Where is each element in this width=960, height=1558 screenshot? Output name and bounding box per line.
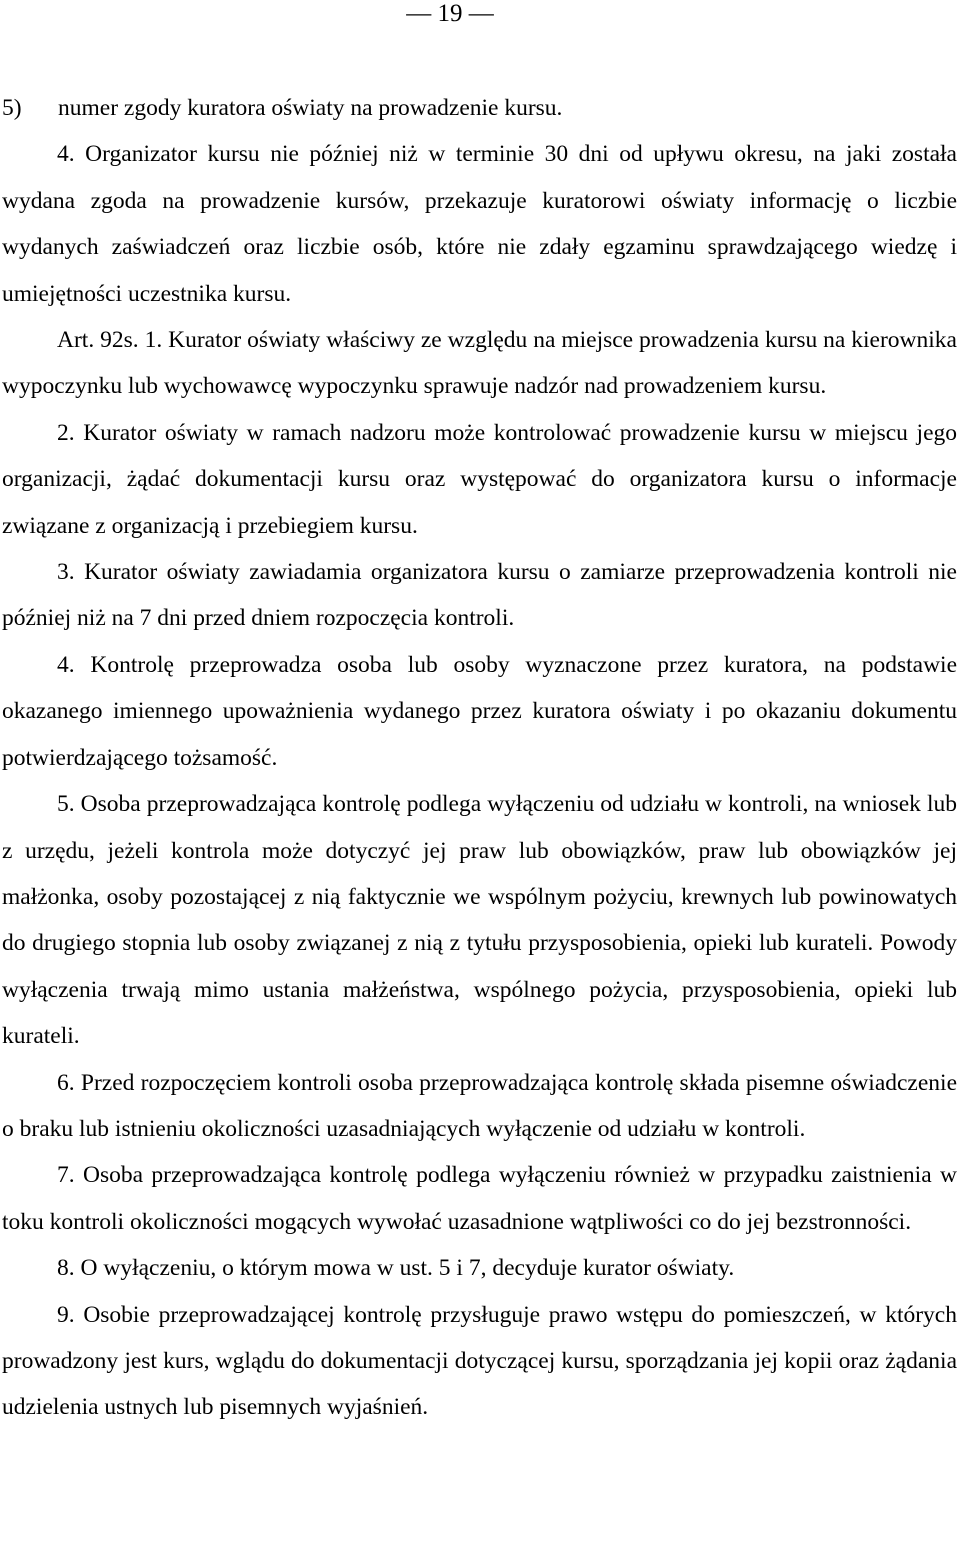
paragraph-4: 4. Kontrolę przeprowadza osoba lub osoby wyznaczone przez kuratora, na podstawie okazanego imiennego upoważnienia wydanego przez kuratora oświaty i po okazaniu dokumentu potwierdzającego tożsamość. (2, 651, 957, 771)
list-item (2, 85, 957, 131)
paragraph-9: 9. Osobie przeprowadzającej kontrolę przysługuje prawo wstępu do pomieszczeń, w których prowadzony jest kurs, wglądu do dokumentacji dotyczącej kursu, sporządzania jej kopii oraz żądania udzielenia ustnych lub pisemnych wyjaśnień. (2, 1301, 957, 1421)
page-number: — 19 — (406, 0, 494, 27)
document-body (2, 85, 957, 1431)
paragraph-organizer-report: 4. Organizator kursu nie później niż w terminie 30 dni od upływu okresu, na jaki została wydana zgoda na prowadzenie kursów, przekazuje kuratorowi oświaty informację o liczbie wydanych zaświadczeń oraz liczbie osób, które nie zdały egzaminu sprawdzającego wiedzę i umiejętności uczestnika kursu. (2, 141, 957, 307)
paragraph-3: 3. Kurator oświaty zawiadamia organizatora kursu o zamiarze przeprowadzenia kontroli nie później niż na 7 dni przed dniem rozpoczęcia kontroli. (2, 559, 957, 632)
paragraph-5: 5. Osoba przeprowadzająca kontrolę podlega wyłączeniu od udziału w kontroli, na wniosek lub z urzędu, jeżeli kontrola może dotyczyć jej praw lub obowiązków, praw lub obowiązków jej małżonka, osoby pozostającej z nią faktycznie we wspólnym pożyciu, krewnych lub powinowatych do drugiego stopnia lub osoby związanej z nią z tytułu przysposobienia, opieki lub kurateli. Powody wyłączenia trwają mimo ustania małżeństwa, wspólnego pożycia, przysposobienia, opieki lub kurateli. (2, 791, 957, 1050)
paragraph-7: 7. Osoba przeprowadzająca kontrolę podlega wyłączeniu również w przypadku zaistnienia w toku kontroli okoliczności mogących wywołać uzasadnione wątpliwości co do jej bezstronności. (2, 1162, 957, 1235)
paragraph-2: 2. Kurator oświaty w ramach nadzoru może kontrolować prowadzenie kursu w miejscu jego organizacji, żądać dokumentacji kursu oraz występować do organizatora kursu o informacje związane z organizacją i przebiegiem kursu. (2, 419, 957, 539)
paragraph-art-92s-1: Art. 92s. 1. Kurator oświaty właściwy ze względu na miejsce prowadzenia kursu na kierownika wypoczynku lub wychowawcę wypoczynku sprawuje nadzór nad prowadzeniem kursu. (2, 327, 957, 400)
paragraph-6: 6. Przed rozpoczęciem kontroli osoba przeprowadzająca kontrolę składa pisemne oświadczenie o braku lub istnieniu okoliczności uzasadniających wyłączenie od udziału w kontroli. (2, 1069, 957, 1142)
list-item-text: numer zgody kuratora oświaty na prowadzenie kursu. (58, 95, 563, 121)
paragraph-8: 8. O wyłączeniu, o którym mowa w ust. 5 i 7, decyduje kurator oświaty. (57, 1255, 735, 1282)
list-item-number: 5) (2, 95, 22, 121)
